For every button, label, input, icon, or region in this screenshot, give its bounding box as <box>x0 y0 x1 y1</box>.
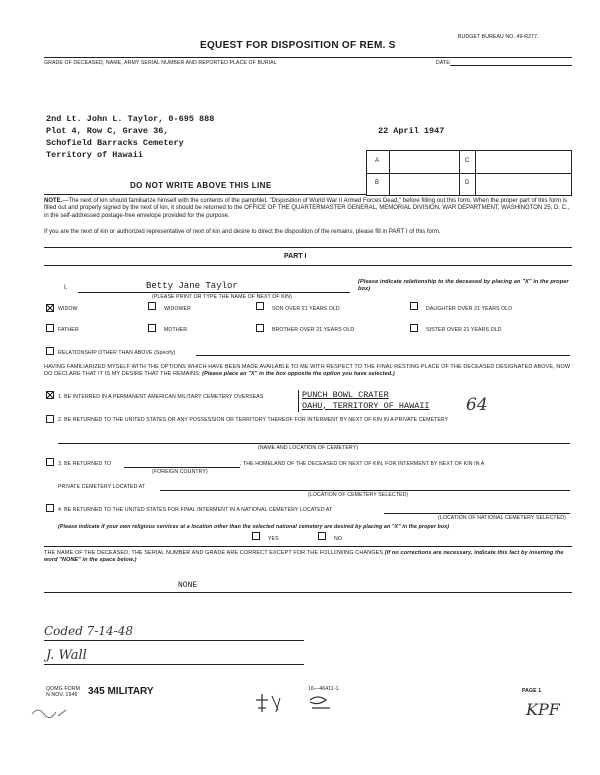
corner-mark: KPF <box>526 700 560 719</box>
option-1-answer-2[interactable]: OAHU, TERRITORY OF HAWAII <box>302 401 430 411</box>
brother-label: BROTHER OVER 21 YEARS OLD <box>272 327 355 333</box>
deceased-line-3: Schofield Barracks Cemetery <box>46 138 184 148</box>
correction-answer[interactable]: NONE <box>178 581 198 590</box>
option-1-mark: 64 <box>466 395 488 415</box>
father-checkbox[interactable] <box>46 324 54 332</box>
daughter-label: DAUGHTER OVER 21 YEARS OLD <box>426 306 513 312</box>
yes-checkbox[interactable] <box>252 532 260 540</box>
name-caption: (PLEASE PRINT OR TYPE THE NAME OF NEXT OF KIN) <box>152 294 292 300</box>
son-checkbox[interactable] <box>256 302 264 310</box>
mother-checkbox[interactable] <box>148 324 156 332</box>
print-code: 16—46411-1 <box>308 686 339 692</box>
widow-label: WIDOW <box>58 306 78 312</box>
widower-label: WIDOWER <box>164 306 191 312</box>
option-2-label: 2. BE RETURNED TO THE UNITED STATES OR ANY POSSESSION OR TERRITORY THEREOF FOR INTERMENT BY NEXT OF KIN IN A PRIVATE CEMETERY <box>58 417 449 423</box>
deceased-line-2: Plot 4, Row C, Grave 36, <box>46 126 169 136</box>
note-label: NOTE. <box>44 198 63 204</box>
option-1-answer-1[interactable]: PUNCH BOWL CRATER <box>302 390 389 400</box>
form-number: 345 MILITARY <box>88 686 154 697</box>
no-label: NO <box>334 536 342 542</box>
other-relationship-checkbox[interactable] <box>46 347 54 355</box>
box-label-b: B <box>375 180 380 186</box>
page-number: PAGE 1 <box>522 688 542 694</box>
note-paragraph-2: If you are the next of kin or authorized representative of next of kin and desire to direct the disposition of the remains, please fill in PART I of this form. <box>44 229 441 235</box>
widow-checkbox[interactable] <box>46 304 54 312</box>
option-3-checkbox[interactable] <box>46 458 54 466</box>
option-2-checkbox[interactable] <box>46 415 54 423</box>
handwritten-coded-note: Coded 7-14-48 <box>44 624 133 638</box>
sister-checkbox[interactable] <box>410 324 418 332</box>
deceased-date: 22 April 1947 <box>378 126 445 136</box>
stamp-marks <box>250 690 340 718</box>
option-1-checkbox[interactable] <box>46 391 54 399</box>
widower-checkbox[interactable] <box>148 302 156 310</box>
option-2-caption: (NAME AND LOCATION OF CEMETERY) <box>258 445 359 451</box>
option-3-caption: (FOREIGN COUNTRY) <box>152 469 208 475</box>
correction-body: THE NAME OF THE DECEASED, THE SERIAL NUMBER AND GRADE ARE CORRECT EXCEPT FOR THE FOLLOWING CHANGES <box>44 550 384 556</box>
box-label-d: D <box>465 180 470 186</box>
deceased-line-1: 2nd Lt. John L. Taylor, 0-695 888 <box>46 114 215 124</box>
mother-label: MOTHER <box>164 327 188 333</box>
sister-label: SISTER OVER 21 YEARS OLD <box>426 327 502 333</box>
option-4-caption: (LOCATION OF NATIONAL CEMETERY SELECTED) <box>438 515 566 521</box>
declaration-body: HAVING FAMILIARIZED MYSELF WITH THE OPTIONS WHICH HAVE BEEN MADE AVAILABLE TO ME WITH RESPECT TO THE FINAL RESTING PLACE OF THE DECEASED DESIGNATED ABOVE, NOW DO DECLARE THAT IT IS MY DESIRE THAT THE REMAINS: <box>44 364 571 378</box>
option-4-checkbox[interactable] <box>46 504 54 512</box>
option-3-label-c: PRIVATE CEMETERY LOCATED AT <box>58 484 146 490</box>
father-label: FATHER <box>58 327 79 333</box>
part-1-title: PART I <box>284 253 307 260</box>
correction-text <box>44 550 574 564</box>
budget-bureau-number: BUDGET BUREAU NO. 49-R277. <box>458 34 539 40</box>
form-code: QOMG FORM <box>46 686 81 692</box>
next-of-kin-name[interactable]: Betty Jane Taylor <box>146 281 238 291</box>
declaration-text <box>44 364 574 378</box>
deceased-line-4: Territory of Hawaii <box>46 150 143 160</box>
i-label: I, <box>64 285 68 291</box>
no-checkbox[interactable] <box>318 532 326 540</box>
son-label: SON OVER 21 YEARS OLD <box>272 306 340 312</box>
option-3-caption-2: (LOCATION OF CEMETERY SELECTED) <box>308 492 409 498</box>
box-label-c: C <box>465 158 470 164</box>
form-date: N NOV. 1946 <box>46 692 78 698</box>
daughter-checkbox[interactable] <box>410 302 418 310</box>
option-1-label: 1. BE INTERRED IN A PERMANENT AMERICAN MILITARY CEMETERY OVERSEAS <box>58 394 264 400</box>
form-title: EQUEST FOR DISPOSITION OF REM. S <box>200 40 396 51</box>
religious-note: (Please indicate if your own religious services at a location other than the selected national cemetery are desired by placing an "X" in the proper box) <box>58 524 450 530</box>
date-label: DATE: <box>436 60 452 66</box>
option-3-label-b: , THE HOMELAND OF THE DECEASED OR NEXT OF KIN, FOR INTERMENT BY NEXT OF KIN IN A <box>240 461 485 467</box>
office-use-box <box>366 150 572 196</box>
box-label-a: A <box>375 158 380 164</box>
other-relationship-label: RELATIONSHIP OTHER THAN ABOVE (Specify) <box>58 350 176 356</box>
option-3-label-a: 3. BE RETURNED TO <box>58 461 112 467</box>
relationship-note: (Please indicate relationship to the deceased by placing an "X" in the proper box) <box>358 279 569 292</box>
note-text: —The next of kin should familiarize himself with the contents of the pamphlet, "Disposition of World War II Armed Forces Dead," before filling out this form. When the proper part of this form is filled out and properly signed by the next of kin, it should be returned to the OFFICE OF THE QUARTERMASTER GENERAL, MEMORIAL DIVISION, WAR DEPARTMENT, WASHINGTON 25, D. C., in the self-addressed postage-free envelope provided for the purpose. <box>44 198 570 219</box>
option-4-label: 4. BE RETURNED TO THE UNITED STATES FOR FINAL INTERMENT IN A NATIONAL CEMETERY LOCATED AT <box>58 507 333 513</box>
brother-checkbox[interactable] <box>256 324 264 332</box>
grade-line-label: GRADE OF DECEASED, NAME, ARMY SERIAL NUMBER AND REPORTED PLACE OF BURIAL <box>44 60 277 66</box>
correction-note: (If no corrections are necessary, indicate this fact by inserting the word "NONE" in the space below.) <box>44 550 564 564</box>
declaration-note: (Please place an "X" in the box opposite the option you have selected.) <box>202 371 395 378</box>
note-paragraph <box>44 198 574 220</box>
handwritten-signature: J. Wall <box>46 648 87 663</box>
scribble-marks <box>30 704 70 720</box>
do-not-write-label: DO NOT WRITE ABOVE THIS LINE <box>130 181 272 190</box>
yes-label: YES <box>268 536 279 542</box>
